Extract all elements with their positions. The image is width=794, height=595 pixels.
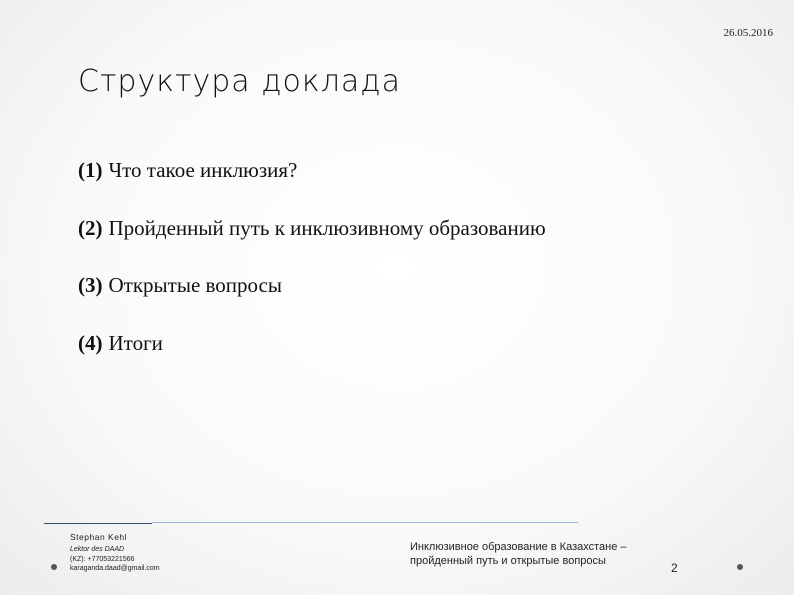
agenda-item-number: (2) [78,215,103,240]
agenda-item-number: (4) [78,330,103,355]
agenda-item-number: (1) [78,158,103,182]
agenda-item [78,273,546,331]
author-block [70,532,160,574]
agenda-item-text: Открытые вопросы [108,273,282,297]
author-email: karaganda.daad@gmail.com [70,565,160,572]
footer-divider-light [152,522,578,523]
page-number: 2 [671,561,678,575]
footer-divider-dark [44,523,152,524]
agenda-item-number: (3) [78,273,103,297]
slide-title: Структура доклада [78,64,401,99]
agenda-item [78,331,546,389]
agenda-list [78,158,546,388]
author-role: Lektor des DAAD [70,546,125,553]
author-phone: (KZ): +77053221566 [70,556,135,563]
footer-caption-line: пройденный путь и открытые вопросы [410,555,606,567]
footer-dot-left [51,564,57,570]
agenda-item [78,158,546,216]
footer-caption-line: Инклюзивное образование в Казахстане – [410,541,627,553]
agenda-item-text: Пройденный путь к инклюзивному образованию [108,215,546,240]
agenda-item [78,216,546,274]
author-name: Stephan Kehl [70,532,128,542]
footer-dot-right [737,564,743,570]
footer-caption [410,540,690,568]
agenda-item-text: Итоги [108,330,163,355]
agenda-item-text: Что такое инклюзия? [108,158,298,182]
slide-date: 26.05.2016 [723,27,773,39]
